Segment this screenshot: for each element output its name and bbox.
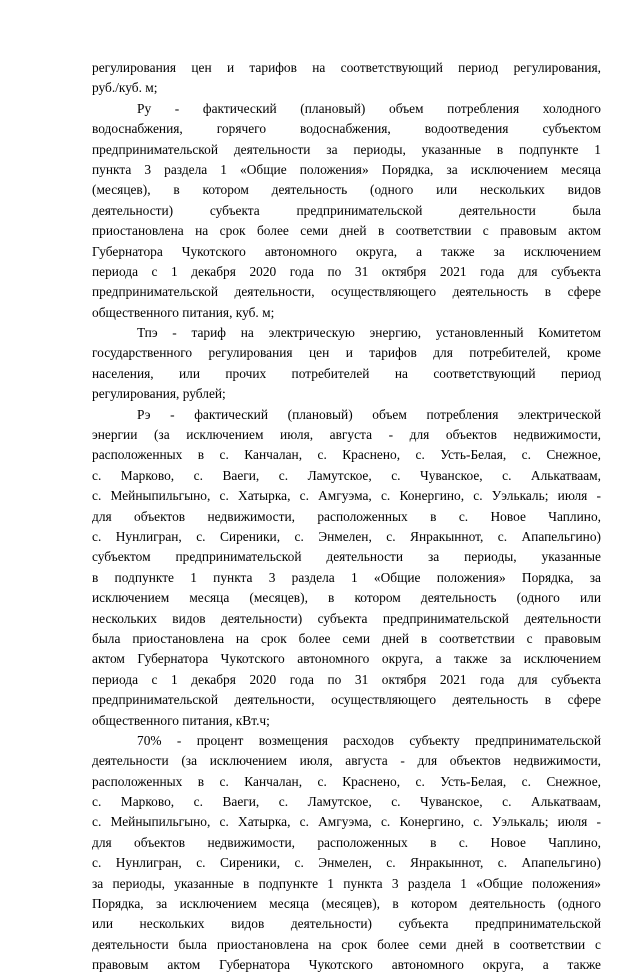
text-line: Губернатора Чукотского автономного округа, а также за исключением <box>92 243 601 259</box>
text-line: за периоды, указанные в подпункте 1 пункта 3 раздела 1 «Общие положения» <box>92 875 601 891</box>
text-line: правовым актом Губернатора Чукотского автономного округа, а также <box>92 957 601 973</box>
text-line: Ру - фактический (плановый) объем потребления холодного <box>137 100 601 116</box>
text-line: руб./куб. м; <box>92 80 158 96</box>
text-line: регулирования цен и тарифов на соответствующий период регулирования, <box>92 60 601 75</box>
text-line: общественного питания, кВт.ч; <box>92 712 270 728</box>
text-line: с. Нунлигран, с. Сиреники, с. Энмелен, с. Янракыннот, с. Апапельгино) <box>92 528 601 544</box>
text-line: деятельности была приостановлена на срок более семи дней в соответствии с <box>92 936 601 952</box>
text-line: общественного питания, куб. м; <box>92 304 275 320</box>
text-line: с. Марково, с. Ваеги, с. Ламутское, с. Чуванское, с. Алькатваам, <box>92 794 601 810</box>
text-line: энергии (за исключением июля, августа - для объектов недвижимости, <box>92 427 601 443</box>
text-line: водоснабжения, горячего водоснабжения, водоотведения субъектом <box>92 121 601 137</box>
text-line: Тпэ - тариф на электрическую энергию, установленный Комитетом <box>137 325 601 341</box>
text-line: актом Губернатора Чукотского автономного округа, а также за исключением <box>92 651 601 667</box>
text-line: предпринимательской деятельности, осуществляющего деятельность в сфере <box>92 692 601 708</box>
text-line: приостановлена на срок более семи дней в соответствии с правовым актом <box>92 223 601 239</box>
text-line: Рэ - фактический (плановый) объем потребления электрической <box>137 406 601 422</box>
text-line: предпринимательской деятельности, осуществляющего деятельность в сфере <box>92 284 601 300</box>
text-line: регулирования, рублей; <box>92 386 226 402</box>
text-line: государственного регулирования цен и тарифов для потребителей, кроме <box>92 345 601 361</box>
text-line: или нескольких видов деятельности) субъекта предпринимательской <box>92 916 601 932</box>
text-line: исключением месяца (месяцев), в котором деятельность (одного или <box>92 590 601 606</box>
paragraph-re-definition <box>92 405 601 731</box>
text-line: с. Мейныпильгыно, с. Хатырка, с. Амгуэма, с. Конергино, с. Уэлькаль; июля - <box>92 814 601 830</box>
text-line: деятельности) субъекта предпринимательской деятельности была <box>92 202 601 218</box>
paragraph-70-percent <box>92 731 601 976</box>
text-line: была приостановлена на срок более семи дней в соответствии с правовым <box>92 630 601 646</box>
text-line: субъектом предпринимательской деятельности за периоды, указанные <box>92 549 601 565</box>
text-line: (месяцев), в котором деятельность (одного или нескольких видов <box>92 182 601 198</box>
text-line: 70% - процент возмещения расходов субъекту предпринимательской <box>137 732 601 748</box>
text-line: пункта 3 раздела 1 «Общие положения» Порядка, за исключением месяца <box>92 161 601 177</box>
text-line: с. Нунлигран, с. Сиреники, с. Энмелен, с. Янракыннот, с. Апапельгино) <box>92 855 601 871</box>
text-line: нескольких видов деятельности) субъекта предпринимательской деятельности <box>92 610 601 626</box>
text-line: периода с 1 декабря 2020 года по 31 октября 2021 года для субъекта <box>92 263 601 279</box>
text-line: предпринимательской деятельности за периоды, указанные в подпункте 1 <box>92 141 601 157</box>
text-line: населения, или прочих потребителей на соответствующий период <box>92 365 601 381</box>
text-line: деятельности (за исключением июля, августа - для объектов недвижимости, <box>92 753 601 769</box>
document-body <box>92 58 601 976</box>
text-line: Порядка, за исключением месяца (месяцев), в котором деятельность (одного <box>92 896 601 912</box>
text-line: периода с 1 декабря 2020 года по 31 октября 2021 года для субъекта <box>92 671 601 687</box>
text-line: в подпункте 1 пункта 3 раздела 1 «Общие положения» Порядка, за <box>92 569 601 585</box>
text-line: для объектов недвижимости, расположенных в с. Новое Чаплино, <box>92 508 601 524</box>
paragraph-tpe-definition <box>92 323 601 405</box>
paragraph-ry-definition <box>92 99 601 323</box>
text-line: с. Мейныпильгыно, с. Хатырка, с. Амгуэма, с. Конергино, с. Уэлькаль; июля - <box>92 488 601 504</box>
paragraph-continuation-tariff <box>92 58 601 99</box>
text-line: для объектов недвижимости, расположенных в с. Новое Чаплино, <box>92 834 601 850</box>
text-line: расположенных в с. Канчалан, с. Краснено, с. Усть-Белая, с. Снежное, <box>92 447 601 463</box>
text-line: с. Марково, с. Ваеги, с. Ламутское, с. Чуванское, с. Алькатваам, <box>92 467 601 483</box>
text-line: расположенных в с. Канчалан, с. Краснено, с. Усть-Белая, с. Снежное, <box>92 773 601 789</box>
